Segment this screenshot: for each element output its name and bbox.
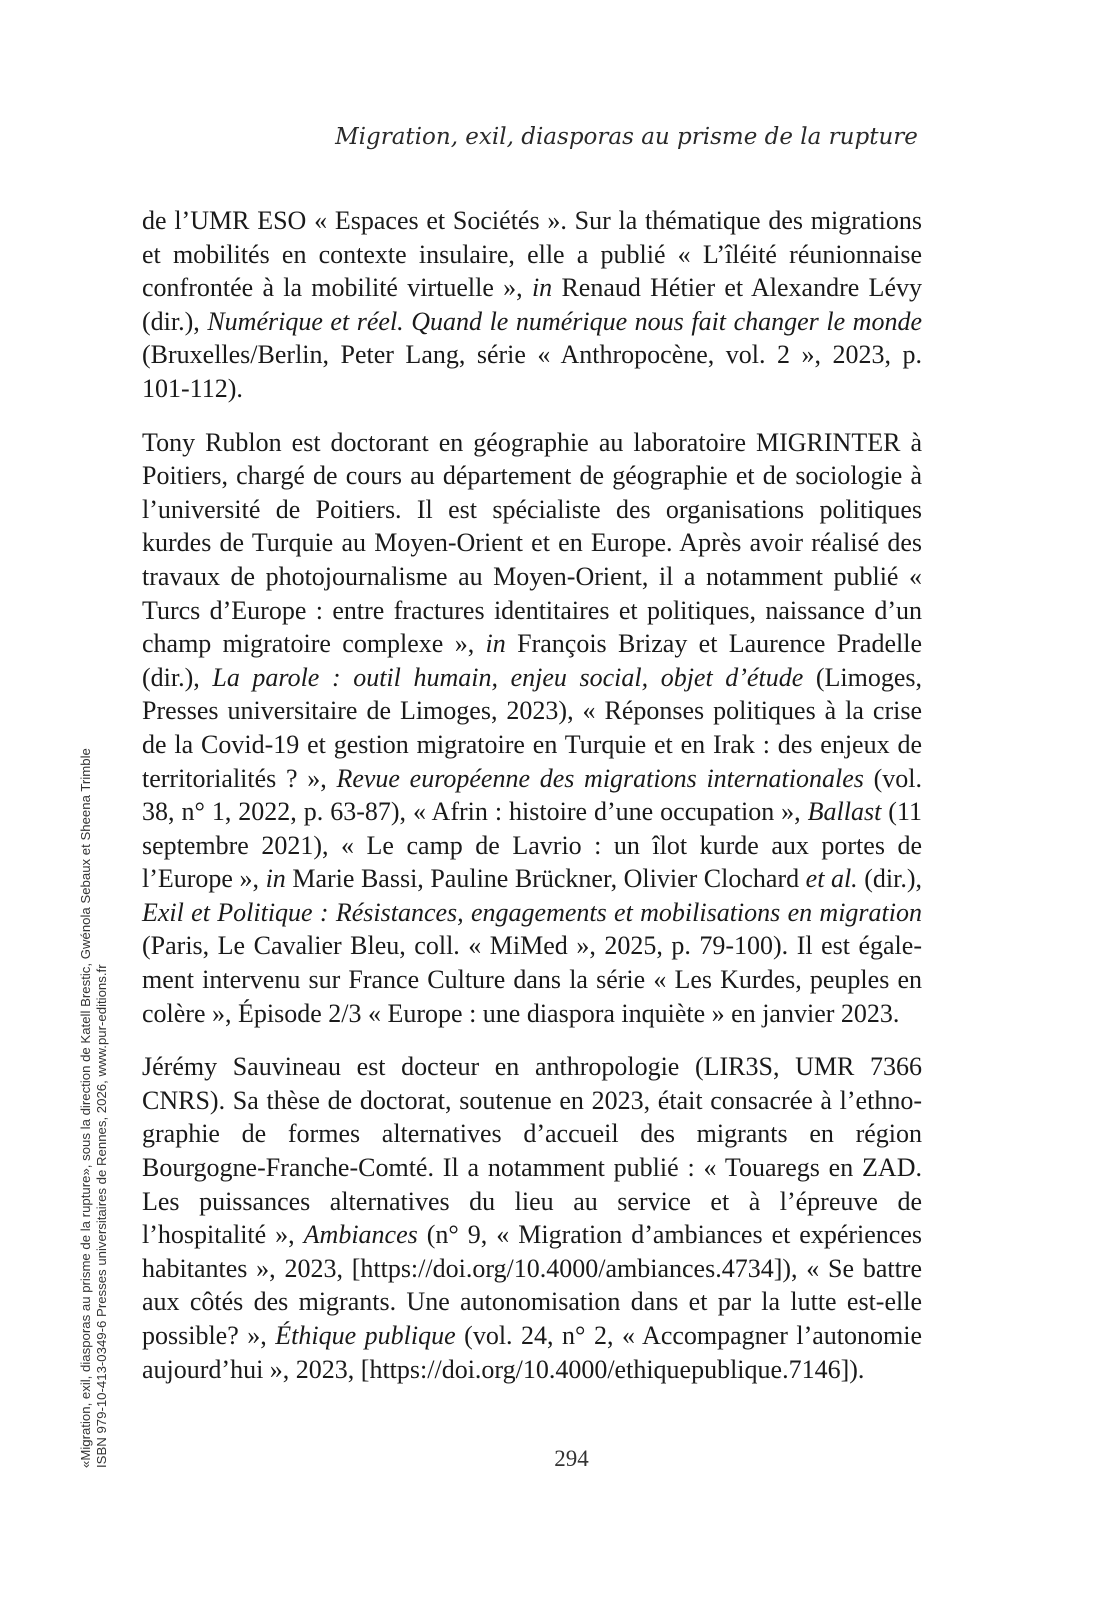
text-run: (vol. 24, n° 2, « Accompagner l’autonomie aujourd’hui », 2023, [https://doi.org/10.4000/ethiquepublique.7146]). <box>142 1321 923 1384</box>
paragraph <box>142 1050 922 1386</box>
italic-run: Numérique et réel. Quand le numérique nous fait changer le monde <box>207 306 922 336</box>
italic-run: Éthique publique <box>275 1321 456 1350</box>
text-run: (vol. 38, n° 1, 2022, p. 63-87), « Afrin : histoire d’une occupation », <box>142 763 922 827</box>
text-run: Tony Rublon est doctorant en géographie au laboratoire MIGRINTER à Poitiers, chargé de cours au département de géographie et de sociologie à l’université de Poitiers. Il est spécialiste des organisations politiques kurdes de Turquie au Moyen-Orient et en Europe. Après avoir réalisé des travaux de photojournalisme au Moyen-Orient, il a notamment publié « Turcs d’Europe : entre fractures identitaires et politiques, naissance d’un champ migratoire complexe », <box>142 427 922 659</box>
text-run: Marie Bassi, Pauline Brückner, Olivier Clochard <box>285 864 806 894</box>
italic-run: et al. <box>805 864 858 894</box>
text-run: (dir.), <box>857 864 922 894</box>
text-run: (Bruxelles/Berlin, Peter Lang, série « Anthropocène, vol. 2 », 2023, p. 101-112). <box>142 340 922 403</box>
side-note-line-1: «Migration, exil, diasporas au prisme de la rupture», sous la direction de Katell Brestic, Gwénola Sebaux et Sheena Trimble <box>78 748 93 1468</box>
text-run: de l’UMR ESO « Espaces et Sociétés ». Sur la thématique des migrations et mobilités en contexte insulaire, elle a publié « L’îléité réunionnaise confrontée à la mobilité virtuelle », <box>142 206 922 303</box>
running-head: Migration, exil, diasporas au prisme de la rupture <box>335 124 918 150</box>
paragraph <box>142 426 922 1031</box>
page-number: 294 <box>554 1446 589 1471</box>
paragraph <box>142 204 922 406</box>
italic-run: La parole : outil humain, enjeu social, objet d’étude <box>212 662 804 692</box>
text-run: François Brizay et Laurence Pradelle (dir.), <box>142 629 922 692</box>
text-run: Jérémy Sauvineau est docteur en anthropologie (LIR3S, UMR 7366 CNRS). Sa thèse de doctorat, soutenue en 2023, était consacrée à l’ethnographie de formes alternatives d’accueil des migrants en région Bourgogne-Franche-Comté. Il a notamment publié : « Touaregs en ZAD. Les puissances alternatives du lieu au service et à l’épreuve de l’hospitalité », <box>142 1052 922 1250</box>
text-run: (Limoges, Presses universitaire de Limoges, 2023), « Réponses politiques à la crise de la Covid-19 et gestion migratoire en Turquie et en Irak : des enjeux de territorialités ? », <box>142 662 922 793</box>
italic-run: in <box>485 629 506 659</box>
italic-run: in <box>265 864 286 894</box>
text-run: Renaud Hétier et Alexandre Lévy (dir.), <box>142 273 922 336</box>
text-run: (11 septembre 2021), « Le camp de Lavrio : un îlot kurde aux portes de l’Europe », <box>142 797 922 894</box>
italic-run: in <box>531 273 553 303</box>
italic-run: Ballast <box>807 797 882 827</box>
text-run: (n° 9, « Migration d’ambiances et expériences habitantes », 2023, [https://doi.org/10.4000/ambiances.4734]), « Se battre aux côtés des migrants. Une autonomisation dans et par la lutte est-elle possible? », <box>142 1220 923 1350</box>
text-run: (Paris, Le Cavalier Bleu, coll. « MiMed », 2025, p. 79-100). Il est également intervenu sur France Culture dans la série « Les Kurdes, peuples en colère », Épisode 2/3 « Europe : une diaspora inquiète » en janvier 2023. <box>142 931 922 1028</box>
italic-run: Ambiances <box>303 1220 418 1250</box>
italic-run: Exil et Politique : Résistances, engagements et mobilisations en migration <box>142 897 922 927</box>
side-note-line-2: ISBN 979-10-413-0349-6 Presses universitaires de Rennes, 2026, www.pur-editions.fr <box>94 964 109 1468</box>
copyright-side-note <box>78 708 110 1468</box>
italic-run: Revue européenne des migrations internationales <box>336 763 864 793</box>
body-text <box>142 204 922 1406</box>
